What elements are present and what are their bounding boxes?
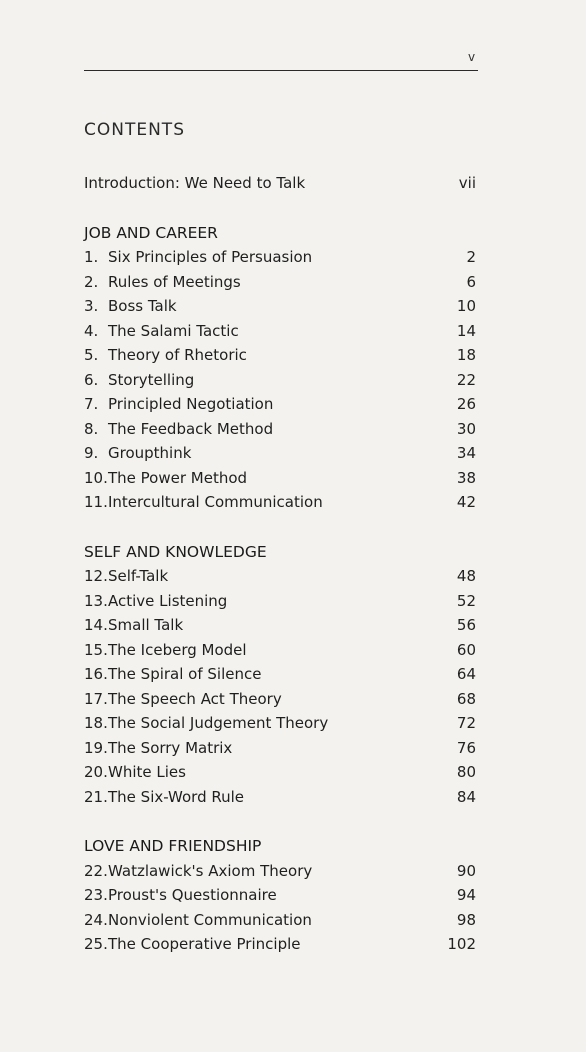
toc-entry-title: Introduction: We Need to Talk	[84, 174, 306, 192]
toc-entry	[84, 441, 478, 466]
toc-entry-page: 34	[456, 444, 476, 462]
toc-entry-title: The Power Method	[108, 468, 248, 487]
toc-entry	[84, 490, 478, 515]
toc-section-heading: SELF AND KNOWLEDGE	[84, 542, 267, 561]
toc-entry-page: 68	[456, 689, 476, 708]
toc-entry-title: The Feedback Method	[108, 419, 274, 438]
toc-entry	[84, 294, 478, 319]
toc-entry-title: The Speech Act Theory	[108, 689, 282, 708]
toc-entry-page: 60	[456, 640, 476, 659]
toc-entry-title: Groupthink	[108, 444, 192, 462]
toc-entry	[84, 883, 478, 908]
toc-entry-page: 2	[466, 248, 476, 266]
toc-entry-page: 26	[456, 395, 476, 413]
toc-entry-page: 52	[456, 591, 476, 610]
toc-entry-title: The Spiral of Silence	[108, 665, 262, 683]
toc-entry	[84, 638, 478, 663]
toc-entry-title: Theory of Rhetoric	[108, 346, 247, 364]
toc-entry-number: 13.	[84, 591, 108, 610]
toc-entry-number: 15.	[84, 640, 108, 659]
toc-entry	[84, 589, 478, 614]
toc-entry	[84, 343, 478, 368]
toc-entry-number: 23.	[84, 886, 108, 904]
toc-entry-number: 24.	[84, 910, 108, 929]
toc-entry-number: 25.	[84, 935, 108, 953]
toc-entry	[84, 466, 478, 491]
toc-entry-title: The Iceberg Model	[108, 640, 247, 659]
toc-entry	[84, 687, 478, 712]
toc-entry-number: 2.	[84, 272, 99, 291]
toc-sections	[84, 221, 478, 957]
toc-entry-number: 19.	[84, 738, 108, 757]
table-of-contents	[84, 171, 478, 957]
toc-entry-title: The Salami Tactic	[108, 321, 239, 340]
contents-title: CONTENTS	[84, 120, 185, 140]
toc-entry-number: 12.	[84, 567, 108, 585]
toc-entry-number: 10.	[84, 468, 108, 487]
toc-entry-title: Nonviolent Communication	[108, 910, 312, 929]
toc-entry-title: The Social Judgement Theory	[108, 714, 329, 732]
toc-entry-title: Active Listening	[108, 591, 228, 610]
toc-entry-page: 22	[456, 370, 476, 389]
toc-entry-title: Storytelling	[108, 370, 195, 389]
toc-entry-title: Proust's Questionnaire	[108, 886, 277, 904]
toc-entry-page: 90	[456, 861, 476, 880]
toc-entry	[84, 736, 478, 761]
header-rule	[84, 70, 478, 71]
toc-entry-page: 14	[456, 321, 476, 340]
toc-entry-page: 38	[456, 468, 476, 487]
toc-entry-number: 8.	[84, 419, 99, 438]
toc-entry-page: 42	[456, 493, 476, 511]
toc-entry-title: Boss Talk	[108, 297, 177, 315]
toc-entry	[84, 859, 478, 884]
toc-entry-number: 14.	[84, 616, 108, 634]
toc-entry	[84, 270, 478, 295]
toc-entry-page: 48	[456, 567, 476, 585]
toc-entry-title: Six Principles of Persuasion	[108, 248, 313, 266]
toc-entry-title: The Cooperative Principle	[108, 935, 301, 953]
toc-entry-page: 64	[456, 665, 476, 683]
toc-entry	[84, 908, 478, 933]
toc-entry	[84, 564, 478, 589]
toc-entry	[84, 932, 478, 957]
toc-entry-number: 4.	[84, 321, 99, 340]
toc-entry-number: 9.	[84, 444, 99, 462]
toc-entry	[84, 760, 478, 785]
toc-entry	[84, 785, 478, 810]
toc-entry-number: 22.	[84, 861, 108, 880]
toc-entry-title: Principled Negotiation	[108, 395, 274, 413]
toc-entry-page: 18	[456, 346, 476, 364]
toc-section-heading: JOB AND CAREER	[84, 223, 218, 242]
toc-entry-number: 7.	[84, 395, 99, 413]
toc-entry	[84, 245, 478, 270]
toc-entry-page: 10	[456, 297, 476, 315]
toc-section-heading: LOVE AND FRIENDSHIP	[84, 837, 262, 855]
toc-entry	[84, 662, 478, 687]
toc-entry-number: 1.	[84, 248, 99, 266]
toc-entry-page: vii	[458, 174, 476, 192]
toc-entry	[84, 711, 478, 736]
toc-entry-page: 94	[456, 886, 476, 904]
toc-entry-number: 17.	[84, 689, 108, 708]
toc-entry-page: 80	[456, 763, 476, 781]
toc-entry-number: 21.	[84, 787, 108, 806]
toc-entry-title: Small Talk	[108, 616, 184, 634]
toc-entry-page: 76	[456, 738, 476, 757]
toc-entry	[84, 319, 478, 344]
toc-entry-number: 6.	[84, 370, 99, 389]
toc-entry-title: The Six-Word Rule	[108, 787, 245, 806]
toc-entry-number: 20.	[84, 763, 108, 781]
toc-entry-number: 18.	[84, 714, 108, 732]
toc-entry-title: The Sorry Matrix	[108, 738, 233, 757]
toc-entry-number: 16.	[84, 665, 108, 683]
toc-entry-number: 11.	[84, 493, 108, 511]
toc-entry-page: 102	[447, 935, 476, 953]
page-folio: v	[468, 50, 476, 64]
toc-entry-title: Watzlawick's Axiom Theory	[108, 861, 313, 880]
toc-entry-title: Rules of Meetings	[108, 272, 241, 291]
toc-entry-introduction	[84, 171, 478, 196]
toc-entry	[84, 368, 478, 393]
toc-entry-title: Intercultural Communication	[108, 493, 323, 511]
toc-entry-page: 98	[456, 910, 476, 929]
toc-entry	[84, 417, 478, 442]
toc-entry-title: White Lies	[108, 763, 186, 781]
toc-entry-page: 56	[456, 616, 476, 634]
toc-entry-page: 6	[466, 272, 476, 291]
toc-entry-title: Self-Talk	[108, 567, 169, 585]
toc-entry	[84, 392, 478, 417]
toc-entry-page: 30	[456, 419, 476, 438]
toc-entry-number: 3.	[84, 297, 99, 315]
toc-entry-number: 5.	[84, 346, 99, 364]
toc-entry-page: 72	[456, 714, 476, 732]
toc-entry	[84, 613, 478, 638]
toc-entry-page: 84	[456, 787, 476, 806]
